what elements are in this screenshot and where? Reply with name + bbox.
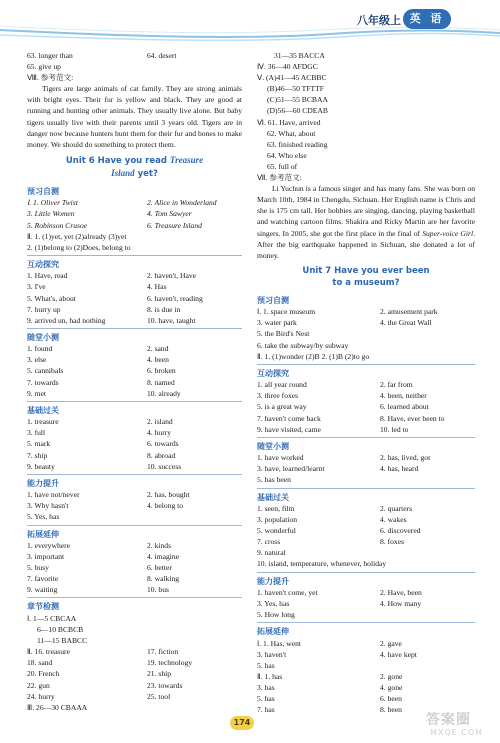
section-interactive-items [27,270,242,325]
answer-cell: 4. Tom Sawyer [147,209,192,219]
answer-cell: 4. gone [380,683,403,693]
answer-cell: 8. walking [147,574,180,584]
answer-row [257,536,475,547]
answer-cell: 1. treasure [27,417,59,427]
unit-6-title-italic2: Island [111,167,135,178]
section-title-quiz: 随堂小测 [27,332,59,342]
answer-cell: 2. quarters [380,504,413,513]
answer-cell: 7. haven't come back [257,413,321,423]
answer-cell: 6. learned about [380,402,429,412]
answer-cell: 6. broken [147,366,176,376]
section-title-preview: 预习自测 [27,186,59,196]
answer-line: Ⅷ. 参考范文: [27,73,74,83]
answer-cell: 64. desert [147,51,177,60]
answer-cell: Ⅱ. 1. (1)yet, yet (2)already (3)yet [27,231,127,241]
answer-row [27,511,242,522]
answer-cell: 4. Has [147,282,167,292]
answer-cell: 6. better [147,563,172,573]
answer-cell: Ⅰ. 1. space museum [257,307,316,317]
answer-cell: 5. has been [257,475,291,485]
divider [257,622,475,623]
answer-line: 62. What, about [267,128,316,138]
answer-row [257,401,475,412]
answer-cell: 8. been [380,705,402,715]
answer-row [27,231,242,242]
divider [27,401,242,402]
answer-line: (B)46—50 TFTTF [267,84,325,94]
answer-row [257,379,475,390]
answer-cell: 3. I've [27,282,46,292]
left-column [27,50,242,713]
answer-line: (D)56—60 CDEAB [267,106,328,116]
answer-row [257,682,475,693]
answer-cell: 3. water park [257,318,297,328]
section-title-chapter-test: 章节检测 [27,602,59,612]
answer-cell: 5. wonderful [257,526,296,536]
answer-row [27,438,242,449]
unit-6-title-part2: yet? [134,168,158,179]
answer-cell: 1. all year round [257,380,307,390]
answer-cell: 10. bus [147,585,169,595]
section-title-preview: 预习自测 [257,295,289,305]
answer-cell: 5. cannibals [27,366,64,376]
answer-cell: 2. haven't, Have [147,271,197,281]
answer-row [257,463,475,474]
answer-cell: 3. has [257,683,275,693]
section-title-improve: 能力提升 [27,478,59,488]
section-title-quiz: 随堂小测 [257,441,289,451]
answer-row [27,220,242,231]
answer-cell: 1. Have, read [27,271,68,281]
page-number: 174 [230,716,254,730]
section-title-interactive: 互动探究 [257,368,289,378]
answer-cell: 2. gave [380,638,402,648]
divider [27,255,242,256]
answer-cell: 9. have visited, came [257,424,321,434]
essay-li-yuchun [257,183,475,261]
section-interactive-items [257,379,475,434]
answer-line: 6—10 BCBCB [37,625,84,635]
answer-row [257,598,475,609]
answer-cell: Ⅰ. 1. Has, went [257,638,301,648]
answer-cell: 2. sand [147,344,169,354]
section-preview-items [27,197,242,252]
right-top-lines [257,50,475,183]
answer-row [27,427,242,438]
answer-line: 65. give up [27,62,61,72]
section-preview-items [257,306,475,328]
answer-cell: 4. hurry [147,428,172,438]
answer-cell: 21. ship [147,669,172,679]
answer-row [27,281,242,292]
answer-cell: 7. favorite [27,574,59,584]
essay-tigers: Tigers are large animals of cat family. They are strong animals with bright eyes. Their fur is yellow and black. They are good at running and hunting other animals. They usually live alone. But baby tigers usually live with their parents until 3 years old. Tigers are in danger now because hunters hunt them for their fur and bones to make money. We should do something to protect them. [27,84,242,149]
watermark-text-2: MXQE.COM [430,728,484,737]
answer-cell: 5. What's, about [27,293,76,303]
answer-line: 6. take the subway/by subway [257,340,349,350]
answer-row [257,547,475,558]
answer-cell: 7. hurry up [27,304,61,314]
answer-row [257,609,475,620]
answer-row [257,587,475,598]
answer-cell: 20. French [27,669,60,679]
divider [27,328,242,329]
answer-cell: 2. Have, been [380,588,422,598]
answer-row [257,514,475,525]
left-top-pairs [27,50,242,61]
answer-cell: 2. island [147,417,173,427]
answer-cell: 10. success [147,461,182,471]
answer-row [27,489,242,500]
answer-row [257,525,475,536]
answer-cell: 10. led to [380,424,409,434]
section-chapter-test-lines [27,613,242,646]
answer-cell: Ⅱ. 1. has [257,672,283,682]
section-quiz-items [27,343,242,398]
answer-row [257,452,475,463]
answer-row [27,377,242,388]
divider [257,437,475,438]
answer-cell: 2. (1)belong to (2)Does, belong to [27,242,131,252]
answer-cell: 4. has, heard [380,464,419,474]
answer-line: 11—15 BABCC [37,636,88,646]
section-title-interactive: 互动探究 [27,259,59,269]
basics-tail: 10. island, temperature, whenever, holiday [257,559,387,569]
answer-cell: 9. beauty [27,461,55,471]
answer-line: Ⅳ. 36—40 AFDGC [257,62,318,72]
answer-row [27,354,242,365]
answer-line: Ⅵ. 61. Have, arrived [257,117,321,127]
section-quiz-items [257,452,475,485]
answer-line: Ⅰ. 1—5 CBCAA [27,613,77,623]
answer-cell: 1. have worked [257,453,304,463]
answer-cell: 6. haven't, reading [147,293,203,303]
answer-row [27,500,242,511]
answer-cell: 3. full [27,428,46,438]
answer-cell: 3. Why hasn't [27,501,69,511]
answer-row [27,270,242,281]
answer-row [27,388,242,399]
answer-cell: 3. population [257,515,298,525]
left-top-lines [27,61,242,83]
divider [27,474,242,475]
answer-row [27,50,242,61]
answer-cell: 1. everywhere [27,541,71,550]
answer-cell: 7. ship [27,450,48,460]
header-banner [0,0,500,42]
answer-cell: 3. else [27,355,47,365]
section-title-basics: 基础过关 [27,405,59,415]
unit-7-title [257,265,475,289]
answer-cell: 3. haven't [257,649,287,659]
section-title-extend: 拓展延伸 [27,529,59,539]
answer-cell: 2. kinds [147,541,172,550]
answer-row [27,646,242,657]
essay-part2: . After the big earthquake happened in Sichuan, she donated a lot of money. [257,228,475,260]
answer-cell: 5. Robinson Crusoe [27,220,88,230]
section-basics-items [27,416,242,471]
answer-cell: 8. Have, ever been to [380,413,445,423]
divider [27,597,242,598]
answer-cell: 6. been [380,694,402,704]
essay-part1: Li Yuchun is a famous singer and has many fans. She was born on March 10th, 1984 in Chengdu, Sichuan. Her English name is Chris and she is 175 cm tall. Her hobbies are singing, dancing, playing basketball and watching cartoon films. Shakira and Ricky Martin are her favorite singers. In 2005, she got the first place in the final of [257,184,475,238]
answer-row [27,293,242,304]
answer-row [257,413,475,424]
answer-cell: 9. met [27,388,46,398]
divider [257,572,475,573]
essay-italic: Super-voice Girl [422,228,474,238]
answer-cell: 7. has [257,705,275,715]
answer-row [257,390,475,401]
answer-cell: 1. haven't come, yet [257,588,318,598]
answer-cell: 9. natural [257,548,286,558]
answer-row [27,657,242,668]
answer-cell: 4. wakes [380,515,407,525]
section-improve-items [27,489,242,522]
answer-row [27,416,242,427]
answer-row [27,208,242,219]
answer-cell: 1. found [27,344,53,354]
answer-cell: 8. is due in [147,304,181,314]
chapter-test-tail: Ⅲ. 26—30 CBAAA [27,702,88,712]
answer-row [257,317,475,328]
answer-line: 5. the Bird's Nest [257,329,310,339]
answer-row [257,649,475,660]
answer-cell: 22. gun [27,680,50,690]
answer-cell: 8. foxes [380,537,405,547]
answer-cell: 4. been, neither [380,391,427,401]
answer-cell: 4. imagine [147,552,180,562]
answer-cell: 9. arrived un, had nothing [27,315,106,325]
answer-cell: 4. the Great Wall [380,318,432,328]
answer-row [257,693,475,704]
answer-line: Ⅱ. 1. (1)wonder (2)B 2. (1)B (2)to go [257,351,370,361]
section-improve-items [257,587,475,620]
answer-cell: 7. towards [27,377,59,387]
answer-cell: 7. cross [257,537,281,547]
section-basics-items [257,503,475,558]
answer-cell: 5. busy [27,563,49,573]
answer-cell: 2. gone [380,672,403,682]
answer-cell: 17. fiction [147,647,179,657]
section-preview-lines [257,328,475,361]
answer-cell: 10. already [147,388,181,398]
answer-row [27,461,242,472]
answer-row [27,343,242,354]
answer-cell: Ⅰ. 1. Oliver Twist [27,198,78,208]
answer-cell: 9. waiting [27,585,58,595]
unit-6-title-part1: Unit 6 Have you read [65,155,170,166]
answer-row [27,573,242,584]
unit-7-title-line2: to a museum? [332,277,400,288]
answer-cell: 8. abroad [147,450,176,460]
answer-cell: 1. seen, film [257,504,295,513]
answer-line: (C)51—55 BCBAA [267,95,328,105]
answer-row [257,474,475,485]
section-title-basics: 基础过关 [257,492,289,502]
answer-row [27,551,242,562]
answer-row [27,242,242,253]
answer-row [27,197,242,208]
answer-cell: 3. three foxes [257,391,299,401]
answer-cell: 5. is a great way [257,402,307,412]
answer-cell: 4. belong to [147,501,184,511]
section-title-improve: 能力提升 [257,576,289,586]
answer-row [27,691,242,702]
answer-cell: 6. Treasure Island [147,220,202,230]
answer-cell: 2. Alice in Wonderland [147,198,217,208]
watermark-text-1: 答案圈 [426,712,471,728]
answer-cell: 3. have, learned/learnt [257,464,325,474]
answer-cell: 3. important [27,552,65,562]
answer-cell: 2. amusement park [380,307,438,317]
answer-row [27,584,242,595]
answer-cell: 18. sand [27,658,53,668]
answer-cell: 19. technology [147,658,193,668]
answer-cell: 3. Little Women [27,209,75,219]
unit-6-title [27,154,242,180]
answer-line: 31—35 BACCA [274,51,325,60]
unit-6-title-italic1: Treasure [169,154,204,165]
answer-row [27,562,242,573]
answer-row [257,638,475,649]
answer-line: 65. full of [267,161,298,171]
answer-row [27,680,242,691]
answer-cell: 3. Yes, has [257,599,290,609]
answer-line: 64. Who else [267,150,307,160]
answer-cell: 6. discovered [380,526,421,536]
grade-label: 八年级上 [357,14,401,27]
answer-row [27,304,242,315]
answer-row [27,365,242,376]
answer-cell: 4. How many [380,599,422,609]
section-extend-items [27,540,242,595]
answer-cell: 5. has [257,694,275,704]
answer-line: Ⅶ. 参考范文: [257,173,302,183]
answer-row [257,660,475,671]
subject-badge: 英 语 [403,9,451,29]
answer-cell: 5. mark [27,439,51,449]
answer-cell: 2. far from [380,380,413,390]
answer-row [257,424,475,435]
divider [27,525,242,526]
answer-row [257,306,475,317]
answer-cell: 63. longer than [27,51,73,60]
answer-cell: 1. have not/never [27,490,80,500]
answer-row [27,315,242,326]
section-title-extend: 拓展延伸 [257,627,289,637]
section-chapter-test-items [27,646,242,701]
answer-cell: 4. have kept [380,649,417,659]
divider [257,364,475,365]
answer-cell: 5. How long [257,610,295,620]
answer-cell: 24. hurry [27,691,55,701]
answer-cell: 23. towards [147,680,183,690]
watermark-logo [418,707,496,741]
divider [257,488,475,489]
answer-cell: 10. have, taught [147,315,196,325]
answer-cell: 5. has [257,661,275,671]
answer-cell: 5. Yes, has [27,512,60,522]
answer-cell: 8. named [147,377,175,387]
right-column [257,50,475,716]
answer-line: Ⅴ. (A)41—45 ACBBC [257,73,327,83]
answer-row [257,503,475,514]
answer-line: 63. finished reading [267,139,328,149]
answer-row [27,668,242,679]
section-extend-items [257,638,475,716]
answer-cell: 2. has, lived, got [380,453,431,463]
answer-cell: 2. has, bought [147,490,190,500]
answer-cell: 4. been [147,355,169,365]
answer-cell: 25. tool [147,691,171,701]
answer-cell: 6. towards [147,439,179,449]
answer-row [27,540,242,551]
answer-row [257,671,475,682]
answer-row [27,450,242,461]
unit-7-title-line1: Unit 7 Have you ever been [302,265,430,276]
answer-cell: Ⅱ. 16. treasure [27,647,70,657]
